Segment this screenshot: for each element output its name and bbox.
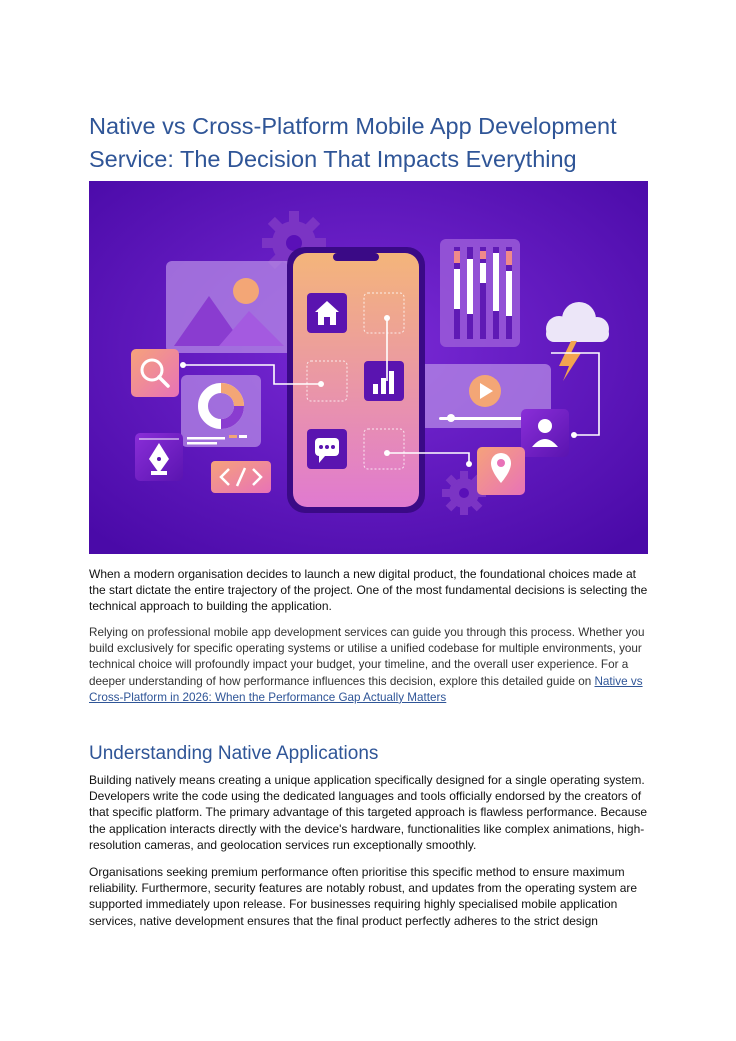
user-icon [521, 409, 569, 457]
page-title: Native vs Cross-Platform Mobile App Development Service: The Decision That Impacts Everything [89, 113, 617, 172]
native-paragraph-2: Organisations seeking premium performance often prioritise this specific method to ensure maximum reliability. Furthermore, security features are notably robust, and updates from the operating system are supported immediately upon release. For businesses requiring highly specialised mobile application services, native development ensures that the final product perfectly adheres to the strict design [89, 865, 638, 928]
services-paragraph [89, 625, 649, 706]
donut-chart-icon [181, 375, 261, 447]
code-icon [211, 461, 271, 493]
section-heading: Understanding Native Applications [89, 743, 379, 764]
native-paragraph-1: Building natively means creating a unique application specifically designed for a single operating system. Developers write the code using the dedicated languages and tools officially endorsed by the creators of that specific platform. The primary advantage of this targeted approach is flawless performance. Because the application interacts directly with the device's hardware, functionalities like complex animations, high-resolution cameras, and geolocation services run exceptionally smoothly. [89, 773, 648, 852]
intro-paragraph: When a modern organisation decides to launch a new digital product, the foundational choices made at the start dictate the entire trajectory of the project. One of the most fundamental decisions is selecting the technical approach to building the application. [89, 567, 648, 614]
image-icon [166, 261, 306, 353]
location-pin-icon [477, 447, 525, 495]
equalizer-icon [440, 239, 520, 347]
services-paragraph-text: Relying on professional mobile app development services can guide you through this process. Whether you build exclusively for specific operating systems or utilise a unified codebase for multiple environments, your technical choice will profoundly impact your budget, your timeline, and the overall user experience. For a deeper understanding of how performance influences this decision, explore this detailed guide on [89, 626, 645, 688]
pen-tool-icon [135, 433, 183, 481]
phone-mockup [287, 247, 425, 513]
performance-guide-link[interactable]: Native vs Cross-Platform in 2026: When the Performance Gap Actually Matters [89, 674, 643, 704]
hero-illustration [89, 181, 648, 554]
search-icon [131, 349, 179, 397]
